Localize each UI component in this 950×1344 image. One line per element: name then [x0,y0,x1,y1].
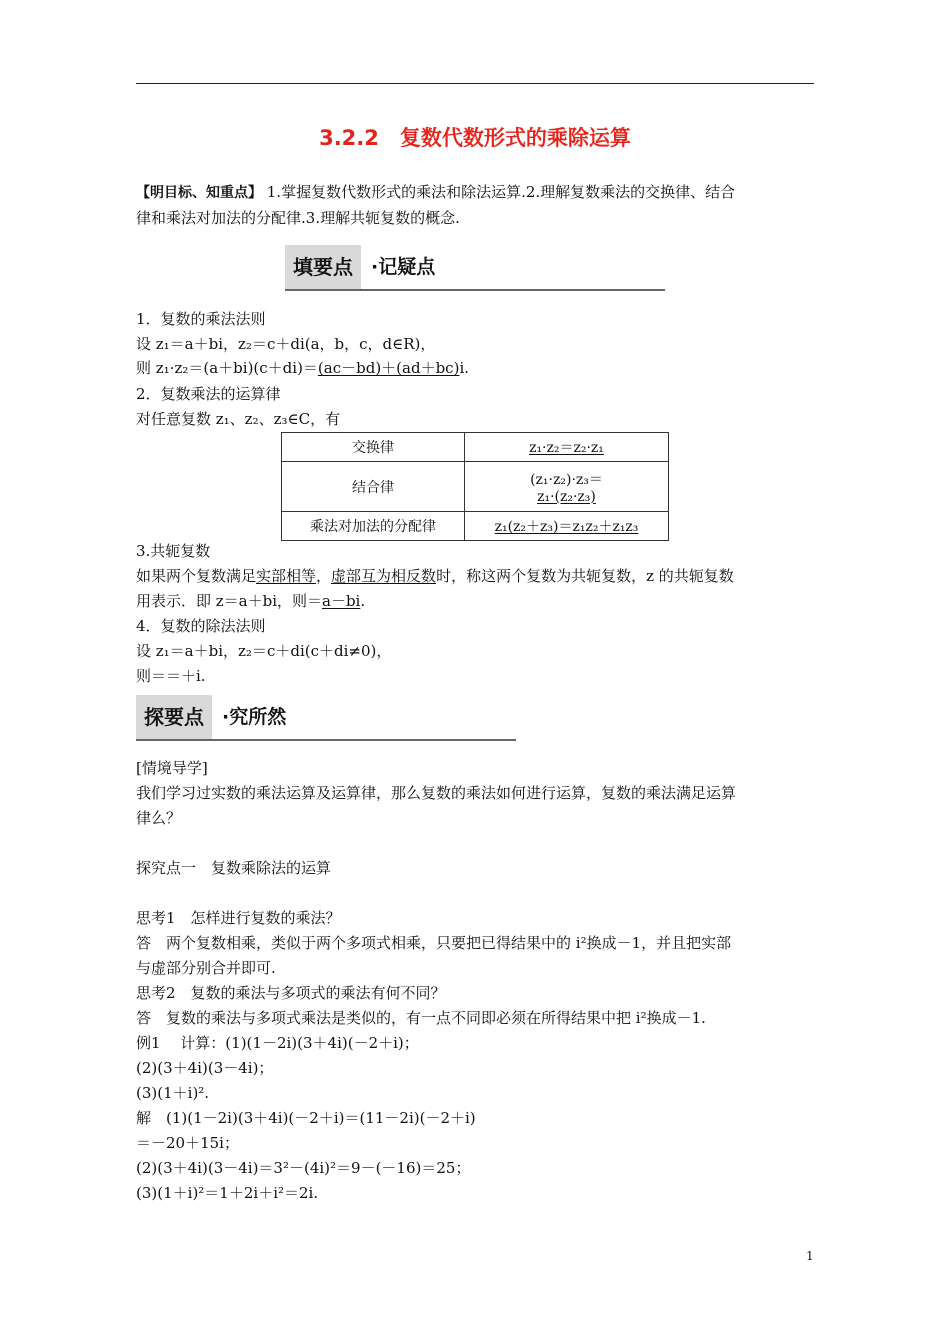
goals-line-2: 律和乘法对加法的分配律.3.理解共轭复数的概念. [136,209,460,227]
header-rule [136,83,814,84]
law-value-text: z₁·z₂＝z₂·z₁ [529,440,604,456]
s3-answer-3: a－bi [322,592,361,610]
explore-point-heading: 探究点一 复数乘除法的运算 [136,859,332,877]
law-value-answer: z₁·(z₂·z₃) [537,488,596,505]
solution-line-2: ＝－20＋15i； [136,1134,239,1152]
example-line-3: (3)(1＋i)². [136,1084,210,1102]
page-number: 1 [806,1249,814,1263]
section-banner-fill [285,245,665,291]
solution-line-4: (3)(1＋i)²＝1＋2i＋i²＝2i. [136,1184,319,1202]
law-value-text: (z₁·z₂)·z₃＝ [530,471,603,488]
s1-line-2-pre: 则 z₁·z₂＝(a＋bi)(c＋di)＝ [136,359,318,377]
table-row [282,433,669,462]
solution-line-1: 解 (1)(1－2i)(3＋4i)(－2＋i)＝(11－2i)(－2＋i) [136,1109,476,1127]
goals-line-1 [136,182,735,203]
s3-line-2-post: . [360,592,366,610]
banner-box-label: 填要点 [285,245,361,289]
table-row [282,512,669,541]
laws-table [281,432,669,541]
section-banner-explore [136,695,516,741]
s2-intro: 对任意复数 z₁、z₂、z₃∈C，有 [136,410,341,428]
law-value-text: z₁(z₂＋z₃)＝z₁z₂＋z₁z₃ [494,519,639,535]
s3-line-2 [136,591,365,611]
intro-line-1: 我们学习过实数的乘法运算及运算律，那么复数的乘法如何进行运算，复数的乘法满足运算 [136,784,737,802]
solution-line-3: (2)(3＋4i)(3－4i)＝3²－(4i)²＝9－(－16)＝25； [136,1159,471,1177]
law-value [465,433,669,462]
s3-heading: 3.共轭复数 [136,542,211,560]
s3-line-1-post: 时，称这两个复数为共轭复数，z 的共轭复数 [436,567,734,585]
table-row [282,462,669,512]
goals-text-1: 1.掌握复数代数形式的乘法和除法运算.2.理解复数乘法的交换律、结合 [262,183,736,201]
s3-line-1-pre: 如果两个复数满足 [136,567,257,585]
page-title: 3.2.2 复数代数形式的乘除运算 [319,126,631,150]
example-line-1: 例1 计算：(1)(1－2i)(3＋4i)(－2＋i)； [136,1034,419,1052]
s4-heading: 4．复数的除法法则 [136,617,266,635]
s4-line-1: 设 z₁＝a＋bi，z₂＝c＋di(c＋di≠0)， [136,642,392,660]
banner-subtitle: ·究所然 [222,706,287,728]
s3-answer-2: 虚部互为相反数 [331,567,437,585]
s1-heading: 1．复数的乘法法则 [136,310,266,328]
s3-line-1 [136,566,734,586]
intro-line-2: 律么？ [136,809,182,827]
think1-answer-1: 答 两个复数相乘，类似于两个多项式相乘，只要把已得结果中的 i²换成－1，并且把实部 [136,934,732,952]
think1-answer-2: 与虚部分别合并即可. [136,959,276,977]
banner-subtitle: ·记疑点 [371,256,436,278]
law-value [465,512,669,541]
s3-line-1-mid: ， [316,567,332,585]
example-line-2: (2)(3＋4i)(3－4i)； [136,1059,274,1077]
goals-tag: 【明目标、知重点】 [136,185,262,201]
think1-question: 思考1 怎样进行复数的乘法？ [136,909,341,927]
s1-line-2-post: i. [459,359,470,377]
think2-answer: 答 复数的乘法与多项式乘法是类似的，有一点不同即必须在所得结果中把 i²换成－1. [136,1009,706,1027]
law-name: 交换律 [282,433,465,462]
banner-box-label: 探要点 [136,695,212,739]
think2-question: 思考2 复数的乘法与多项式的乘法有何不同？ [136,984,446,1002]
s1-line-2 [136,358,469,378]
s3-answer-1: 实部相等 [256,567,317,585]
s2-heading: 2．复数乘法的运算律 [136,385,281,403]
s1-line-1: 设 z₁＝a＋bi，z₂＝c＋di(a，b，c，d∈R)， [136,335,436,353]
s4-line-2: 则＝＝＋i. [136,667,206,685]
intro-tag: [情境导学] [136,759,208,777]
law-name: 结合律 [282,462,465,512]
s1-answer: (ac－bd)＋(ad＋bc) [317,359,460,377]
law-value [465,462,669,512]
law-name: 乘法对加法的分配律 [282,512,465,541]
s3-line-2-pre: 用表示．即 z＝a＋bi，则＝ [136,592,323,610]
